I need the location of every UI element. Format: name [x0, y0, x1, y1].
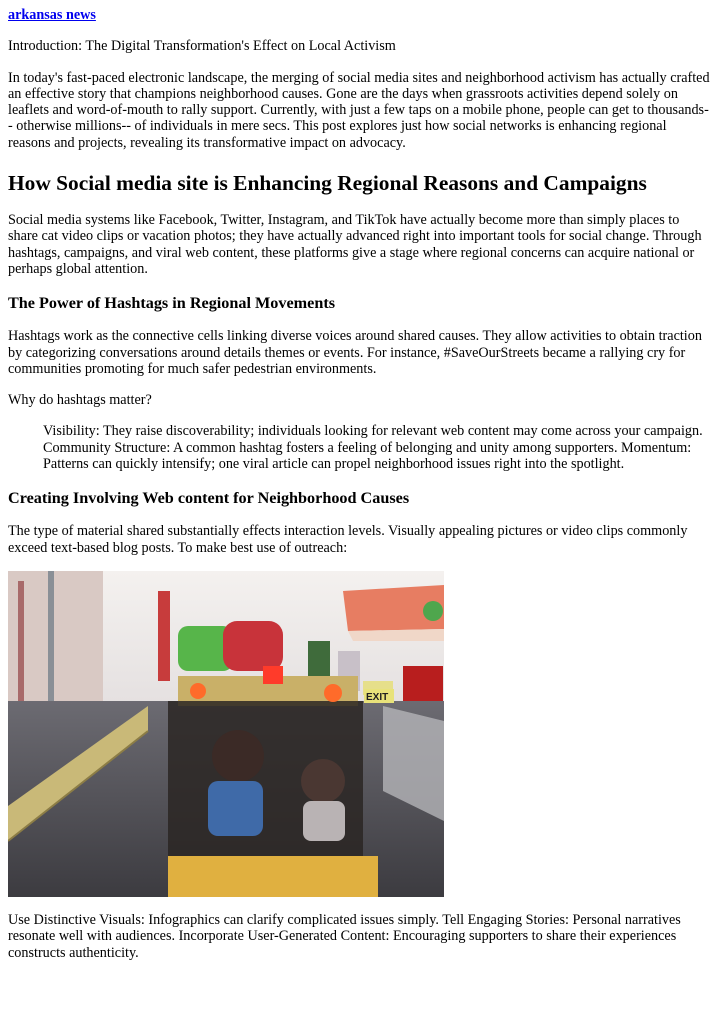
carnival-ride-illustration — [8, 571, 444, 897]
article-page — [0, 7, 720, 961]
site-name-link[interactable]: arkansas news — [8, 7, 96, 23]
intro-paragraph: In today's fast-paced electronic landscape, the merging of social media sites and neighborhood activism has actually crafted an effective story that champions neighborhood causes. Gone are the days when grassroots activities depend solely on leaflets and word-of-mouth to rally support. Currently, with just a few taps on a mobile phone, people can get to thousands-- otherwise millions-- of individuals in mere secs. This post explores just how social networks is enhancing regional reasons and projects, revealing its transformative impact on advocacy. — [8, 69, 710, 151]
carnival-ride-photo — [8, 571, 444, 897]
content-paragraph: The type of material shared substantially effects interaction levels. Visually appealing pictures or video clips commonly exceed text-based blog posts. To make best use of outreach: — [8, 523, 688, 556]
intro-title: Introduction: The Digital Transformation's Effect on Local Activism — [8, 38, 396, 55]
hashtags-paragraph: Hashtags work as the connective cells linking diverse voices around shared causes. They allow activities to obtain traction by categorizing conversations around details themes or events. For instance, #SaveOurStreets became a rallying cry for communities promoting for much safer pedestrian environments. — [8, 328, 702, 377]
why-question: Why do hashtags matter? — [8, 392, 152, 409]
why-list-blockquote: Visibility: They raise discoverability; individuals looking for relevant web content may come across your campaign. Community Structure: A common hashtag fosters a feeling of belonging and unity among supporters. Momentum: Patterns can quickly intensify; one viral article can propel neighborhood issues right into the spotlight. — [43, 423, 703, 473]
exit-sign-text: EXIT — [366, 691, 389, 703]
content-heading: Creating Involving Web content for Neighborhood Causes — [8, 489, 410, 508]
main-paragraph: Social media systems like Facebook, Twitter, Instagram, and TikTok have actually become more than simply places to share cat video clips or vacation photos; they have actually advanced right into important tools for social change. Through hashtags, campaigns, and viral web content, these platforms give a stage where regional concerns can acquire national or perhaps global attention. — [8, 212, 702, 277]
hashtags-heading: The Power of Hashtags in Regional Movements — [8, 294, 336, 313]
main-heading: How Social media site is Enhancing Regional Reasons and Campaigns — [8, 171, 647, 196]
closing-paragraph: Use Distinctive Visuals: Infographics can clarify complicated issues simply. Tell Engaging Stories: Personal narratives resonate well with audiences. Incorporate User-Generated Content: Encouraging supporters to share their experiences constructs authenticity. — [8, 911, 681, 961]
